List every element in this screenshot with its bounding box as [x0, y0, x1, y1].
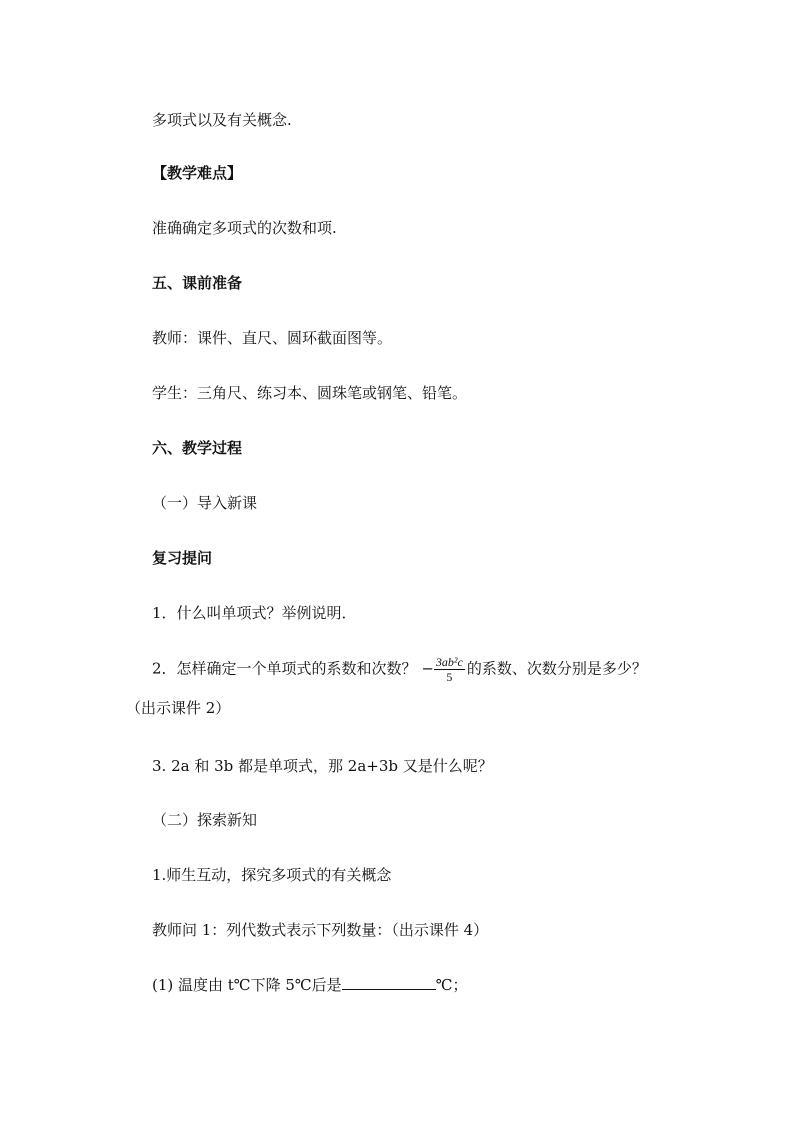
question-2: [152, 655, 647, 684]
exercise-1-unit: ℃；: [435, 976, 468, 994]
answer-blank: [342, 975, 436, 990]
fraction-numerator: 3ab²c: [435, 655, 463, 669]
text-line: 教师：课件、直尺、圆环截面图等。: [152, 329, 393, 347]
question-2-tail: 的系数、次数分别是多少？: [466, 659, 647, 678]
fraction-expression: [434, 655, 465, 684]
text-line: 多项式以及有关概念.: [152, 111, 292, 129]
section-heading: 六、教学过程: [152, 439, 243, 457]
fraction-sign: −: [421, 659, 434, 678]
exercise-1: [152, 975, 467, 995]
question-2-text: 2．怎样确定一个单项式的系数和次数？: [152, 659, 417, 678]
text-line: 学生：三角尺、练习本、圆珠笔或钢笔、铅笔。: [152, 384, 468, 402]
text-line: 准确确定多项式的次数和项.: [152, 219, 337, 237]
text-line: （出示课件 2）: [126, 699, 231, 717]
subsection-title: 复习提问: [152, 549, 213, 567]
question-1: 1．什么叫单项式？举例说明．: [152, 604, 357, 622]
question-3: 3. 2a 和 3b 都是单项式，那 2a+3b 又是什么呢？: [152, 757, 493, 775]
subsection-heading: （一）导入新课: [152, 494, 258, 512]
subsection-heading: （二）探索新知: [152, 811, 258, 829]
fraction-denominator: 5: [446, 670, 453, 684]
section-heading: 【教学难点】: [152, 164, 243, 182]
section-heading: 五、课前准备: [152, 274, 243, 292]
exercise-1-text: (1) 温度由 t℃下降 5℃后是: [152, 976, 342, 994]
text-line: 教师问 1：列代数式表示下列数量：（出示课件 4）: [152, 921, 489, 939]
text-line: 1.师生互动，探究多项式的有关概念: [152, 866, 392, 884]
